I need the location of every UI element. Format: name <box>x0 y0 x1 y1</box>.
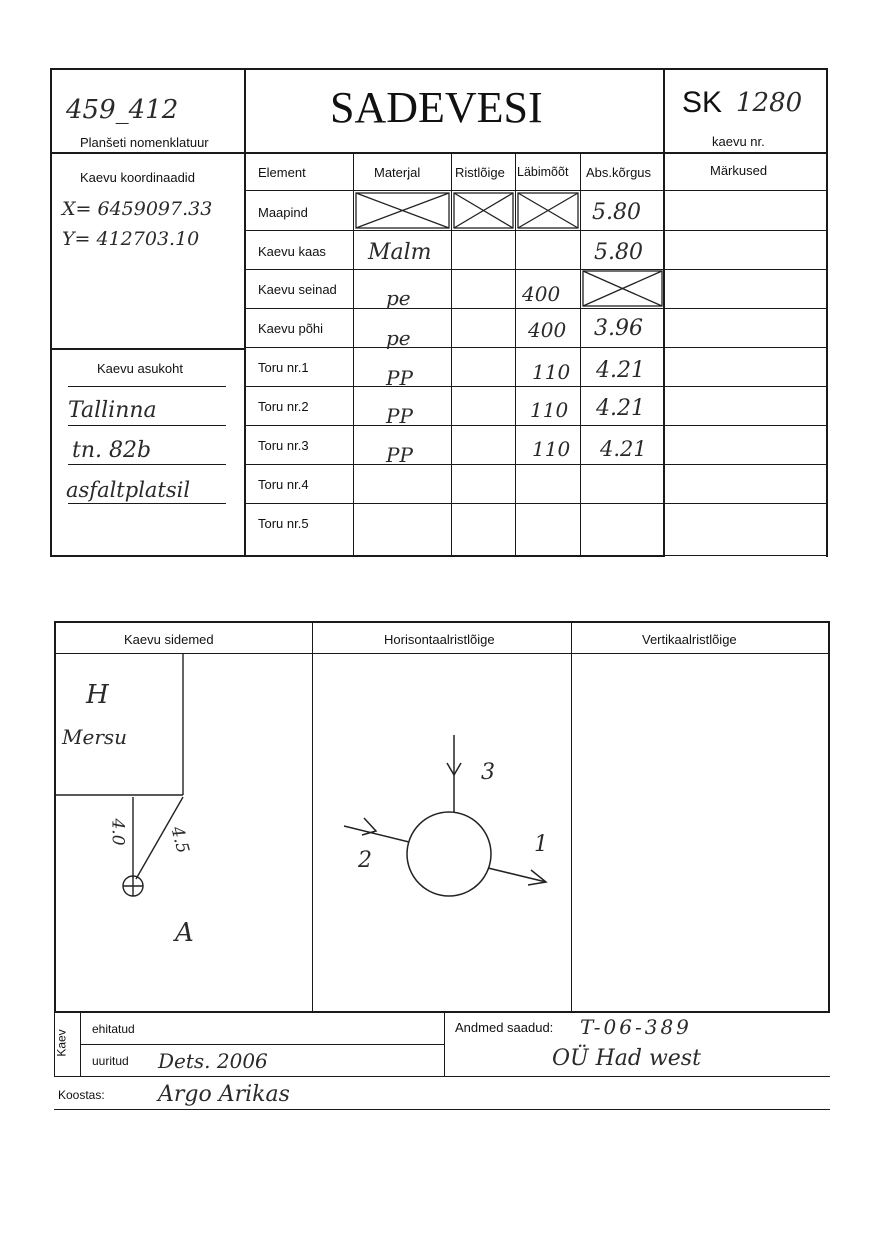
row-diameter: 110 <box>530 398 569 422</box>
coordinate-x: X= 6459097.33 <box>62 198 213 220</box>
pipe-2-label: 2 <box>358 848 372 873</box>
row-material: PP <box>386 443 413 467</box>
kaev-label: Kaev <box>54 1029 69 1057</box>
row-element: Toru nr.2 <box>258 399 309 414</box>
data-code: T-06-389 <box>580 1015 692 1039</box>
pipe-3-label: 3 <box>481 760 495 785</box>
building-name: Mersu <box>62 725 128 749</box>
map-sheet-value: 459_412 <box>66 95 179 125</box>
row-element: Toru nr.4 <box>258 477 309 492</box>
data-company: OÜ Had west <box>552 1046 701 1071</box>
row-diameter: 110 <box>532 360 571 384</box>
row-elevation: 4.21 <box>596 358 645 383</box>
row-element: Toru nr.5 <box>258 516 309 531</box>
well-letter: A <box>175 918 194 948</box>
coordinates-label: Kaevu koordinaadid <box>80 170 195 185</box>
row-elevation: 4.21 <box>600 437 647 461</box>
author-label: Koostas: <box>58 1088 105 1102</box>
location-line: asfaltplatsil <box>66 478 191 502</box>
coordinate-y: Y= 412703.10 <box>62 228 200 250</box>
row-elevation: 3.96 <box>594 316 643 341</box>
building-code: H <box>86 680 109 710</box>
tie-distance-1: 4.0 <box>107 818 128 846</box>
location-label: Kaevu asukoht <box>97 361 184 376</box>
row-element: Maapind <box>258 205 308 220</box>
row-element: Kaevu põhi <box>258 321 324 336</box>
row-material: PP <box>386 404 413 428</box>
well-number: 1280 <box>736 88 803 118</box>
map-sheet-label: Planšeti nomenklatuur <box>80 135 209 150</box>
column-header: Abs.kõrgus <box>586 165 652 180</box>
well-number-label: kaevu nr. <box>712 134 765 149</box>
row-element: Toru nr.1 <box>258 360 309 375</box>
location-line: tn. 82b <box>72 438 152 463</box>
surveyed-value: Dets. 2006 <box>158 1049 268 1073</box>
row-diameter: 400 <box>522 282 561 306</box>
section-header-vertical: Vertikaalristlõige <box>642 632 737 647</box>
page-title: SADEVESI <box>330 83 543 132</box>
column-header: Läbimõõt <box>517 165 569 179</box>
row-diameter: 400 <box>528 318 567 342</box>
well-prefix: SK <box>682 86 723 119</box>
section-header-horizontal: Horisontaalristlõige <box>384 632 495 647</box>
surveyed-label: uuritud <box>92 1054 129 1068</box>
row-element: Kaevu seinad <box>258 282 337 297</box>
row-elevation: 4.21 <box>596 396 645 421</box>
row-material: pe <box>386 326 411 350</box>
column-header: Materjal <box>374 165 421 180</box>
location-line: Tallinna <box>68 398 157 423</box>
data-received-label: Andmed saadud: <box>455 1020 554 1035</box>
built-label: ehitatud <box>92 1022 135 1036</box>
column-header: Element <box>258 165 306 180</box>
section-header-ties: Kaevu sidemed <box>124 632 214 647</box>
column-header: Märkused <box>710 163 768 178</box>
row-diameter: 110 <box>532 437 571 461</box>
row-element: Kaevu kaas <box>258 244 326 259</box>
pipe-1-label: 1 <box>534 832 548 857</box>
row-elevation: 5.80 <box>592 200 641 225</box>
column-header: Ristlõige <box>455 165 505 180</box>
tie-distance-2: 4.5 <box>166 824 193 856</box>
row-material: Malm <box>368 240 432 265</box>
row-elevation: 5.80 <box>594 240 643 265</box>
row-material: PP <box>386 366 413 390</box>
author-value: Argo Arikas <box>158 1082 290 1107</box>
row-element: Toru nr.3 <box>258 438 309 453</box>
row-material: pe <box>386 286 411 310</box>
